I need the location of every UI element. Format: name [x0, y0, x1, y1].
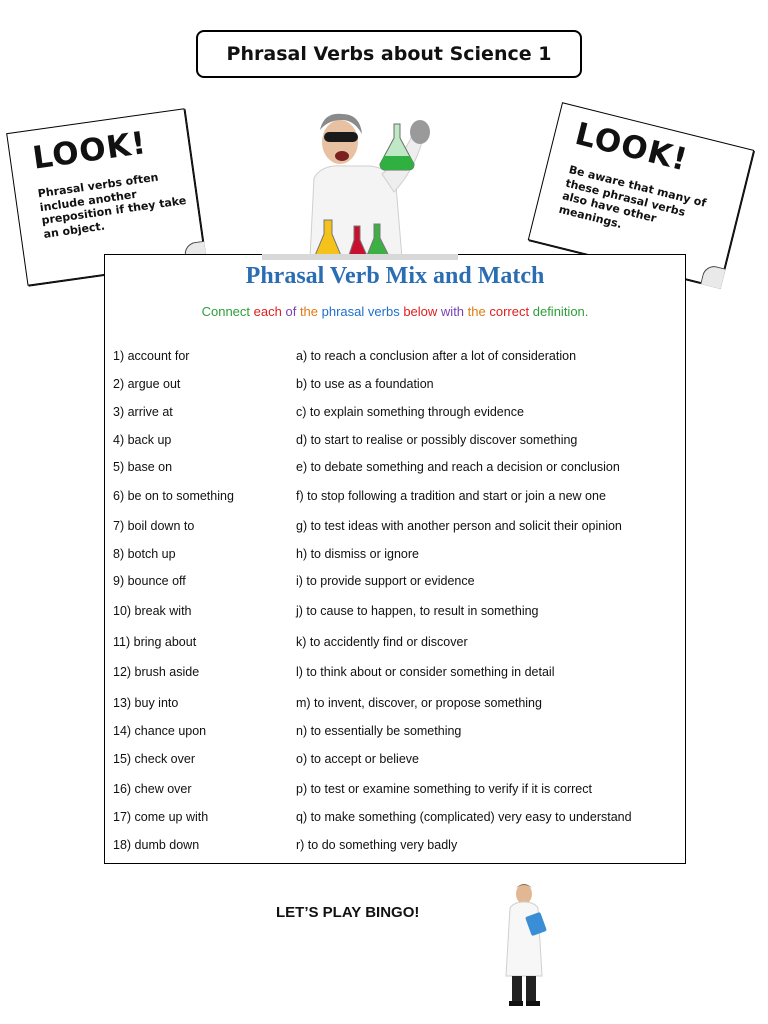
phrasal-verb: 1) account for: [113, 349, 190, 363]
phrasal-verb: 13) buy into: [113, 696, 179, 710]
definition: b) to use as a foundation: [296, 377, 434, 391]
definition: l) to think about or consider something in detail: [296, 665, 555, 679]
scientist-illustration: [262, 108, 458, 266]
exercise-instruction: [105, 304, 685, 319]
phrasal-verb: 14) chance upon: [113, 724, 207, 738]
mix-and-match-panel: [104, 254, 686, 864]
definition: r) to do something very badly: [296, 838, 458, 852]
instruction-word: correct: [489, 304, 530, 319]
instruction-word: with: [440, 304, 465, 319]
phrasal-verb: 10) break with: [113, 604, 192, 618]
phrasal-verb: 9) bounce off: [113, 574, 186, 588]
definition: m) to invent, discover, or propose something: [296, 696, 542, 710]
scientist-clipboard-illustration: [498, 882, 554, 1008]
definition: i) to provide support or evidence: [296, 574, 475, 588]
page-title: Phrasal Verbs about Science 1: [196, 30, 582, 78]
definition: p) to test or examine something to verify if it is correct: [296, 782, 592, 796]
instruction-word: below: [403, 304, 438, 319]
instruction-word: definition.: [532, 304, 589, 319]
definition: h) to dismiss or ignore: [296, 547, 419, 561]
look-heading: LOOK!: [30, 125, 149, 177]
definition: j) to cause to happen, to result in something: [296, 604, 539, 618]
instruction-word: each: [253, 304, 282, 319]
definition: k) to accidently find or discover: [296, 635, 468, 649]
look-heading: LOOK!: [571, 115, 692, 179]
instruction-word: verbs: [367, 304, 400, 319]
phrasal-verb: 3) arrive at: [113, 405, 173, 419]
definition: n) to essentially be something: [296, 724, 462, 738]
phrasal-verb: 8) botch up: [113, 547, 176, 561]
definition: f) to stop following a tradition and start or join a new one: [296, 489, 606, 503]
instruction-word: the: [299, 304, 319, 319]
phrasal-verb: 18) dumb down: [113, 838, 200, 852]
phrasal-verb: 17) come up with: [113, 810, 209, 824]
phrasal-verb: 12) brush aside: [113, 665, 200, 679]
phrasal-verb: 15) check over: [113, 752, 195, 766]
definition: o) to accept or believe: [296, 752, 419, 766]
phrasal-verb: 11) bring about: [113, 635, 197, 649]
definition: q) to make something (complicated) very easy to understand: [296, 810, 632, 824]
instruction-word: the: [467, 304, 486, 319]
instruction-word: of: [285, 304, 297, 319]
definition: g) to test ideas with another person and solicit their opinion: [296, 519, 622, 533]
look-note-text: Be aware that many of these phrasal verbs also have other meanings.: [557, 163, 708, 231]
instruction-word: phrasal: [321, 304, 365, 319]
phrasal-verb: 16) chew over: [113, 782, 192, 796]
definition: d) to start to realise or possibly discover something: [296, 433, 578, 447]
definition: e) to debate something and reach a decision or conclusion: [296, 460, 620, 474]
instruction-word: Connect: [201, 304, 251, 319]
phrasal-verb: 2) argue out: [113, 377, 181, 391]
phrasal-verb: 4) back up: [113, 433, 172, 447]
phrasal-verb: 6) be on to something: [113, 489, 234, 503]
page-curl-icon: [700, 264, 725, 289]
definition: c) to explain something through evidence: [296, 405, 524, 419]
phrasal-verb: 7) boil down to: [113, 519, 195, 533]
phrasal-verb: 5) base on: [113, 460, 173, 474]
bingo-caption: LET’S PLAY BINGO!: [276, 904, 420, 921]
exercise-title: Phrasal Verb Mix and Match: [245, 263, 545, 289]
look-note-text: Phrasal verbs often include another preposition if they take an object.: [37, 170, 188, 241]
definition: a) to reach a conclusion after a lot of consideration: [296, 349, 577, 363]
